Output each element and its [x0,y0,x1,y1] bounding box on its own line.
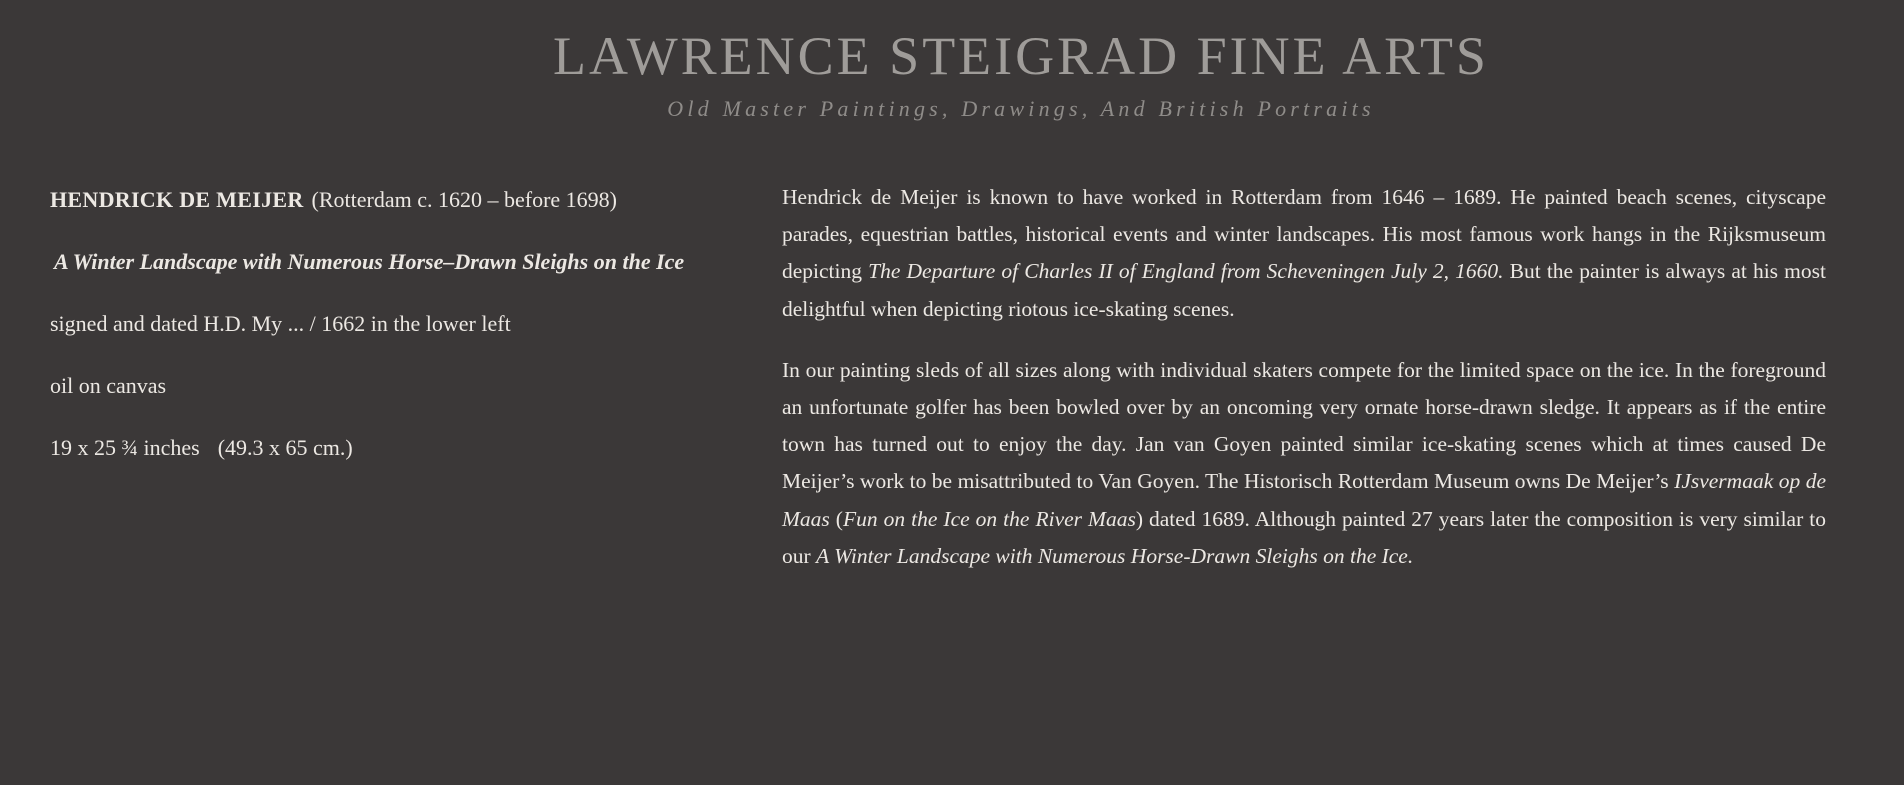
description-paragraph-1 [782,179,1826,328]
artwork-details [50,181,740,491]
artist-line [50,181,740,219]
description-italic-title: IJsvermaak op de Maas [782,469,1827,531]
description-italic-title: A Winter Landscape with Numerous Horse-Drawn Sleighs on the Ice. [816,543,1414,568]
site-title[interactable]: LAWRENCE STEIGRAD FINE ARTS [553,26,1489,86]
description-text: But the painter is always at his most delightful when depicting riotous ice-skating scenes. [782,259,1826,321]
description-paragraph-2 [782,352,1826,575]
description-text: ) dated 1689. Although painted 27 years later the composition is very similar to our [782,506,1827,568]
painting-title: A Winter Landscape with Numerous Horse–Drawn Sleighs on the Ice [54,249,685,274]
dimensions-info [50,429,740,467]
site-header [0,26,1904,122]
description-italic-title: The Departure of Charles II of England from Scheveningen July 2, 1660. [868,259,1504,284]
artist-life-dates: (Rotterdam c. 1620 – before 1698) [311,187,618,212]
description-text: Hendrick de Meijer is known to have worked in Rotterdam from 1646 – 1689. He painted beach scenes, cityscape parades, equestrian battles, historical events and winter landscapes. His most famous work hangs in the Rijksmuseum depicting [782,185,1826,284]
signature-info: signed and dated H.D. My ... / 1662 in the lower left [50,311,511,336]
site-subtitle: Old Master Paintings, Drawings, And British Portraits [667,96,1375,121]
description-text: In our painting sleds of all sizes along with individual skaters compete for the limited space on the ice. In the foreground an unfortunate golfer has been bowled over by an oncoming very ornate horse-drawn sledge. It appears as if the entire town has turned out to enjoy the day. Jan van Goyen painted similar ice-skating scenes which at times caused De Meijer’s work to be misattributed to Van Goyen. The Historisch Rotterdam Museum owns De Meijer’s [782,357,1826,494]
medium-info: oil on canvas [50,373,167,398]
description-italic-title: Fun on the Ice on the River Maas [842,506,1136,531]
artist-name: HENDRICK DE MEIJER [50,187,304,212]
artwork-description [782,179,1826,599]
dimensions-metric: (49.3 x 65 cm.) [217,435,353,460]
dimensions-imperial: 19 x 25 ¾ inches [50,435,200,460]
description-text: ( [829,506,843,531]
